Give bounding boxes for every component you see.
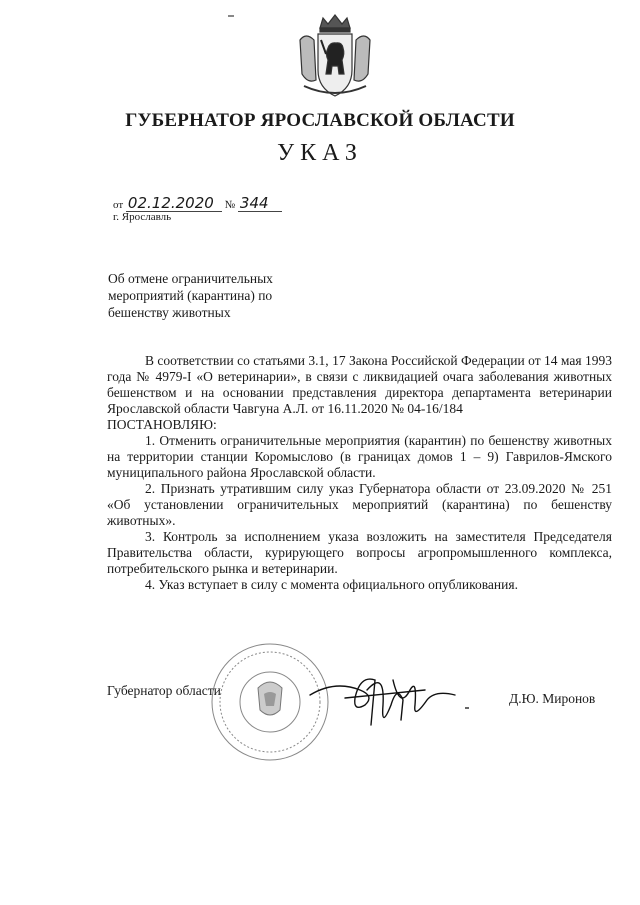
decree-word: ПОСТАНОВЛЯЮ: [107, 417, 217, 432]
date-value: 02.12.2020 [126, 196, 222, 212]
issuer-title: ГУБЕРНАТОР ЯРОСЛАВСКОЙ ОБЛАСТИ [125, 110, 515, 131]
date-number-line [113, 196, 282, 212]
document-body [107, 353, 612, 593]
document-type: УКАЗ [277, 140, 363, 166]
scan-mark [465, 707, 469, 709]
decree-item-2: 2. Признать утратившим силу указ Губернатора области от 23.09.2020 № 251 «Об установлении ограничительных мероприятий (карантина) по бешенству животных». [107, 481, 612, 528]
number-value: 344 [238, 196, 282, 212]
date-prefix: от [113, 199, 124, 211]
scan-mark [228, 15, 234, 17]
decree-item-4: 4. Указ вступает в силу с момента официального опубликования. [145, 577, 518, 592]
number-prefix: № [224, 199, 236, 211]
decree-item-3: 3. Контроль за исполнением указа возложить на заместителя Председателя Правительства области, курирующего вопросы агропромышленного комплекса, потребительского рынка и ветеринарии. [107, 529, 612, 576]
preamble: В соответствии со статьями 3.1, 17 Закона Российской Федерации от 14 мая 1993 года № 4979-I «О ветеринарии», в связи с ликвидацией очага заболевания животных бешенством и на основании представления директора департамента ветеринарии Ярославской области Чавгуна А.Л. от 16.11.2020 № 04-16/184 [107, 353, 612, 416]
signer-position: Губернатор области [107, 683, 221, 698]
city: г. Ярославль [113, 211, 172, 223]
decree-item-1: 1. Отменить ограничительные мероприятия (карантин) по бешенству животных на территории станции Коромыслово (в границах домов 1 – 9) Гаврилов-Ямского муниципального района Ярославской области. [107, 433, 612, 480]
handwritten-signature-icon [305, 650, 475, 740]
document-subject: Об отмене ограничительных мероприятий (карантина) по бешенству животных [108, 271, 273, 320]
coat-of-arms-icon [290, 10, 380, 100]
signer-name: Д.Ю. Миронов [509, 691, 596, 706]
